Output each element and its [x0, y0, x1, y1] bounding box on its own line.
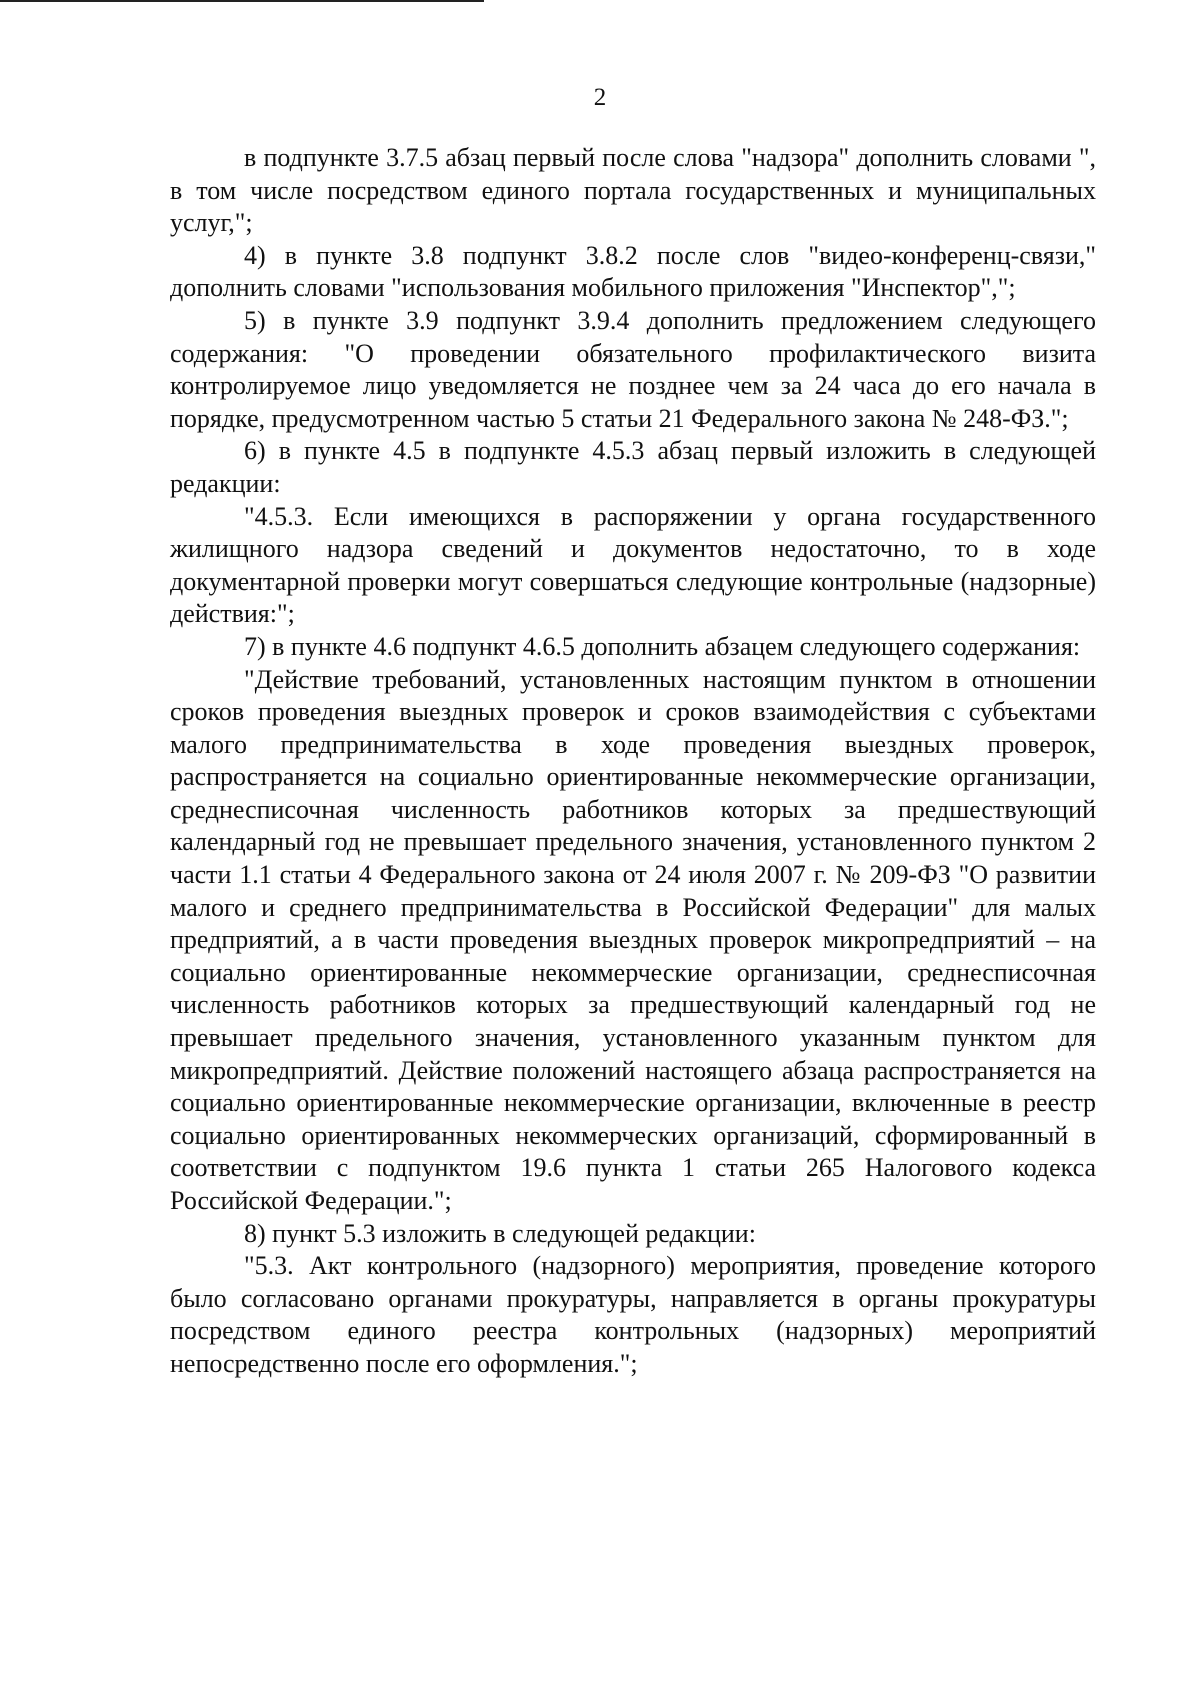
paragraph-item-5: 5) в пункте 3.9 подпункт 3.9.4 дополнить предложением следующего содержания: "О проведении обязательного профилактического визита контролируемое лицо уведомляется не позднее чем за 24 часа до его начала в порядке, предусмотренном частью 5 статьи 21 Федерального закона № 248-ФЗ.";	[170, 305, 1096, 433]
paragraph-item-6: 6) в пункте 4.5 в подпункте 4.5.3 абзац первый изложить в следующей редакции:	[170, 436, 1096, 498]
paragraph-quote-4-5-3: "4.5.3. Если имеющихся в распоряжении у органа государственного жилищного надзора сведений и документов недостаточно, то в ходе документарной проверки могут совершаться следующие контрольные (надзорные) действия:";	[170, 501, 1096, 629]
document-body	[170, 142, 1096, 1381]
page-number: 2	[593, 84, 607, 111]
paragraph-item-7: 7) в пункте 4.6 подпункт 4.6.5 дополнить абзацем следующего содержания:	[244, 631, 1081, 661]
top-border-line	[0, 0, 484, 2]
paragraph-quote-requirements: "Действие требований, установленных настоящим пунктом в отношении сроков проведения выездных проверок и сроков взаимодействия с субъектами малого предпринимательства в ходе проведения выездных проверок, распространяется на социально ориентированные некоммерческие организации, среднесписочная численность работников которых за предшествующий календарный год не превышает предельного значения, установленного пунктом 2 части 1.1 статьи 4 Федерального закона от 24 июля 2007 г. № 209-ФЗ "О развитии малого и среднего предпринимательства в Российской Федерации" для малых предприятий, а в части проведения выездных проверок микропредприятий – на социально ориентированные некоммерческие организации, среднесписочная численность работников которых за предшествующий календарный год не превышает предельного значения, установленного указанным пунктом для микропредприятий. Действие положений настоящего абзаца распространяется на социально ориентированные некоммерческие организации, включенные в реестр социально ориентированных некоммерческих организаций, сформированный в соответствии с подпунктом 19.6 пункта 1 статьи 265 Налогового кодекса Российской Федерации.";	[170, 664, 1096, 1215]
paragraph-subclause-3-7-5: в подпункте 3.7.5 абзац первый после слова "надзора" дополнить словами ", в том числе посредством единого портала государственных и муниципальных услуг,";	[170, 143, 1096, 238]
paragraph-item-8: 8) пункт 5.3 изложить в следующей редакции:	[244, 1218, 756, 1248]
paragraph-item-4: 4) в пункте 3.8 подпункт 3.8.2 после слов "видео-конференц-связи," дополнить словами "использования мобильного приложения "Инспектор",";	[170, 240, 1096, 303]
paragraph-quote-5-3: "5.3. Акт контрольного (надзорного) мероприятия, проведение которого было согласовано органами прокуратуры, направляется в органы прокуратуры посредством единого реестра контрольных (надзорных) мероприятий непосредственно после его оформления.";	[170, 1251, 1096, 1378]
